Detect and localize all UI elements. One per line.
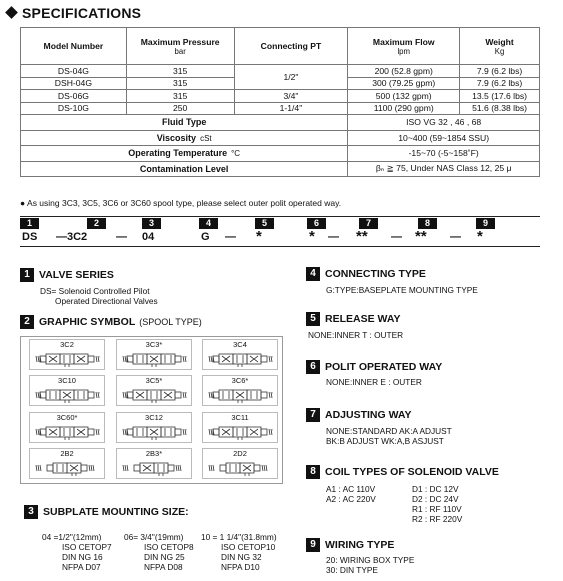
col-header: Weight Kg xyxy=(460,28,540,65)
spool-symbol-3c12 xyxy=(116,412,192,443)
valve-symbol-icon xyxy=(34,460,100,476)
code-number: 2 xyxy=(87,218,106,229)
spool-name: 3C4 xyxy=(233,340,247,349)
table-row: DSH-04G 315 300 (79.25 gpm) 7.9 (6.2 lbs) xyxy=(21,77,540,90)
section-release-way: 5 RELEASE WAY NONE:INNER T : OUTER xyxy=(308,313,404,340)
spool-symbol-3c2 xyxy=(29,339,105,370)
spool-name: 3C3* xyxy=(145,340,163,349)
valve-symbol-icon xyxy=(207,387,273,403)
spool-name: 3C2 xyxy=(60,340,74,349)
spool-symbol-3c5 xyxy=(116,375,192,406)
col-header: Maximum Flow lpm xyxy=(348,28,460,65)
code-segment: — xyxy=(116,231,127,243)
code-number: 9 xyxy=(476,218,495,229)
spool-name: 2B2 xyxy=(60,449,74,458)
spool-symbol-3c10 xyxy=(29,375,105,406)
code-number: 6 xyxy=(307,218,326,229)
spool-symbol-3c11 xyxy=(202,412,278,443)
code-segment: —3C2 xyxy=(56,231,88,243)
spool-name: 2B3* xyxy=(145,449,163,458)
code-segment: * xyxy=(477,228,483,245)
code-number: 4 xyxy=(199,218,218,229)
subplate-06: 06= 3/4"(19mm) ISO CETOP8 DIN NG 25 NFPA D08 xyxy=(124,532,194,572)
page-title: SPECIFICATIONS xyxy=(4,5,141,21)
spool-name: 3C5* xyxy=(145,376,163,385)
spool-symbol-2b2 xyxy=(29,448,105,479)
spool-symbol-2b3 xyxy=(116,448,192,479)
section-graphic-symbol: 2 GRAPHIC SYMBOL (SPOOL TYPE) xyxy=(20,315,202,329)
section-wiring-type: 9 WIRING TYPE 20: WIRING BOX TYPE 30: DIN TYPE xyxy=(306,538,414,575)
specifications-table xyxy=(20,27,540,177)
col-header: Connecting PT xyxy=(234,28,348,65)
code-number: 3 xyxy=(142,218,161,229)
valve-symbol-icon xyxy=(207,351,273,367)
spool-name: 3C10 xyxy=(58,376,76,385)
section-adjusting-way: 7 ADJUSTING WAY NONE:STANDARD AK:A ADJUST BK:B ADJUST WK:A,B ASJUST xyxy=(306,408,452,446)
fluid-row: Fluid Type ISO VG 32 , 46 , 68 xyxy=(21,115,540,131)
code-segment: 04 xyxy=(142,231,155,243)
fluid-row: Operating Temperature °C -15~70 (-5~158˚F) xyxy=(21,146,540,162)
code-segment: ** xyxy=(356,228,368,245)
code-number: 8 xyxy=(418,218,437,229)
table-row: DS-06G 315 3/4" 500 (132 gpm) 13.5 (17.6 lbs) xyxy=(21,90,540,103)
col-header: Maximum Pressure bar xyxy=(126,28,234,65)
fluid-row: Contamination Level βₙ ≧ 75, Under NAS Class 12, 25 μ xyxy=(21,161,540,177)
spool-symbol-3c6 xyxy=(202,375,278,406)
spool-name: 2D2 xyxy=(233,449,247,458)
code-segment: * xyxy=(256,228,262,245)
diamond-icon xyxy=(5,6,18,19)
valve-symbol-icon xyxy=(207,460,273,476)
code-segment: — xyxy=(391,231,402,243)
valve-symbol-icon xyxy=(121,460,187,476)
section-subplate: 3 SUBPLATE MOUNTING SIZE: xyxy=(24,505,189,519)
spool-name: 3C6* xyxy=(231,376,249,385)
valve-symbol-icon xyxy=(207,424,273,440)
valve-symbol-icon xyxy=(121,424,187,440)
spool-name: 3C60* xyxy=(56,413,78,422)
section-valve-series: 1 VALVE SERIES DS= Solenoid Controlled Pilot Operated Directional Valves xyxy=(20,268,158,306)
table-row: DS-04G 315 1/2" 200 (52.8 gpm) 7.9 (6.2 lbs) xyxy=(21,65,540,78)
valve-symbol-icon xyxy=(34,351,100,367)
section-polit-operated-way: 6 POLIT OPERATED WAY NONE:INNER E : OUTER xyxy=(306,360,442,387)
model-code-bar xyxy=(20,216,540,246)
fluid-row: Viscosity cSt 10~400 (59~1854 SSU) xyxy=(21,130,540,146)
code-segment: DS xyxy=(22,231,38,243)
code-number: 7 xyxy=(359,218,378,229)
spool-symbol-3c60 xyxy=(29,412,105,443)
code-segment: — xyxy=(450,231,461,243)
subplate-04: 04 =1/2"(12mm) ISO CETOP7 DIN NG 16 NFPA D07 xyxy=(42,532,112,572)
code-segment: — xyxy=(328,231,339,243)
spool-symbol-3c3 xyxy=(116,339,192,370)
spool-symbol-3c4 xyxy=(202,339,278,370)
code-segment: * xyxy=(309,228,315,245)
col-header: Model Number xyxy=(21,28,127,65)
valve-symbol-icon xyxy=(121,387,187,403)
spool-note: ● As using 3C3, 3C5, 3C6 or 3C60 spool type, please select outer polit operated way. xyxy=(20,198,342,208)
code-number: 5 xyxy=(255,218,274,229)
spool-name: 3C12 xyxy=(145,413,163,422)
spool-symbol-2d2 xyxy=(202,448,278,479)
valve-symbol-icon xyxy=(34,387,100,403)
spool-symbol-grid xyxy=(20,336,283,484)
code-segment: G xyxy=(201,231,210,243)
code-segment: ** xyxy=(415,228,427,245)
valve-symbol-icon xyxy=(34,424,100,440)
section-connecting-type: 4 CONNECTING TYPE G:TYPE:BASEPLATE MOUNTING TYPE xyxy=(306,267,478,295)
section-coil-types: 8 COIL TYPES OF SOLENOID VALVE A1 : AC 110V A2 : AC 220V D1 : DC 12V D2 : DC 24V R1 : RF 110V R2 : RF 220V xyxy=(306,465,526,526)
spool-name: 3C11 xyxy=(231,413,249,422)
subplate-10: 10 = 1 1/4"(31.8mm) ISO CETOP10 DIN NG 32 NFPA D10 xyxy=(201,532,277,572)
code-number: 1 xyxy=(20,218,39,229)
table-header-row xyxy=(21,28,540,65)
table-row: DS-10G 250 1-1/4" 1100 (290 gpm) 51.6 (8.38 lbs) xyxy=(21,102,540,115)
code-segment: — xyxy=(225,231,236,243)
valve-symbol-icon xyxy=(121,351,187,367)
